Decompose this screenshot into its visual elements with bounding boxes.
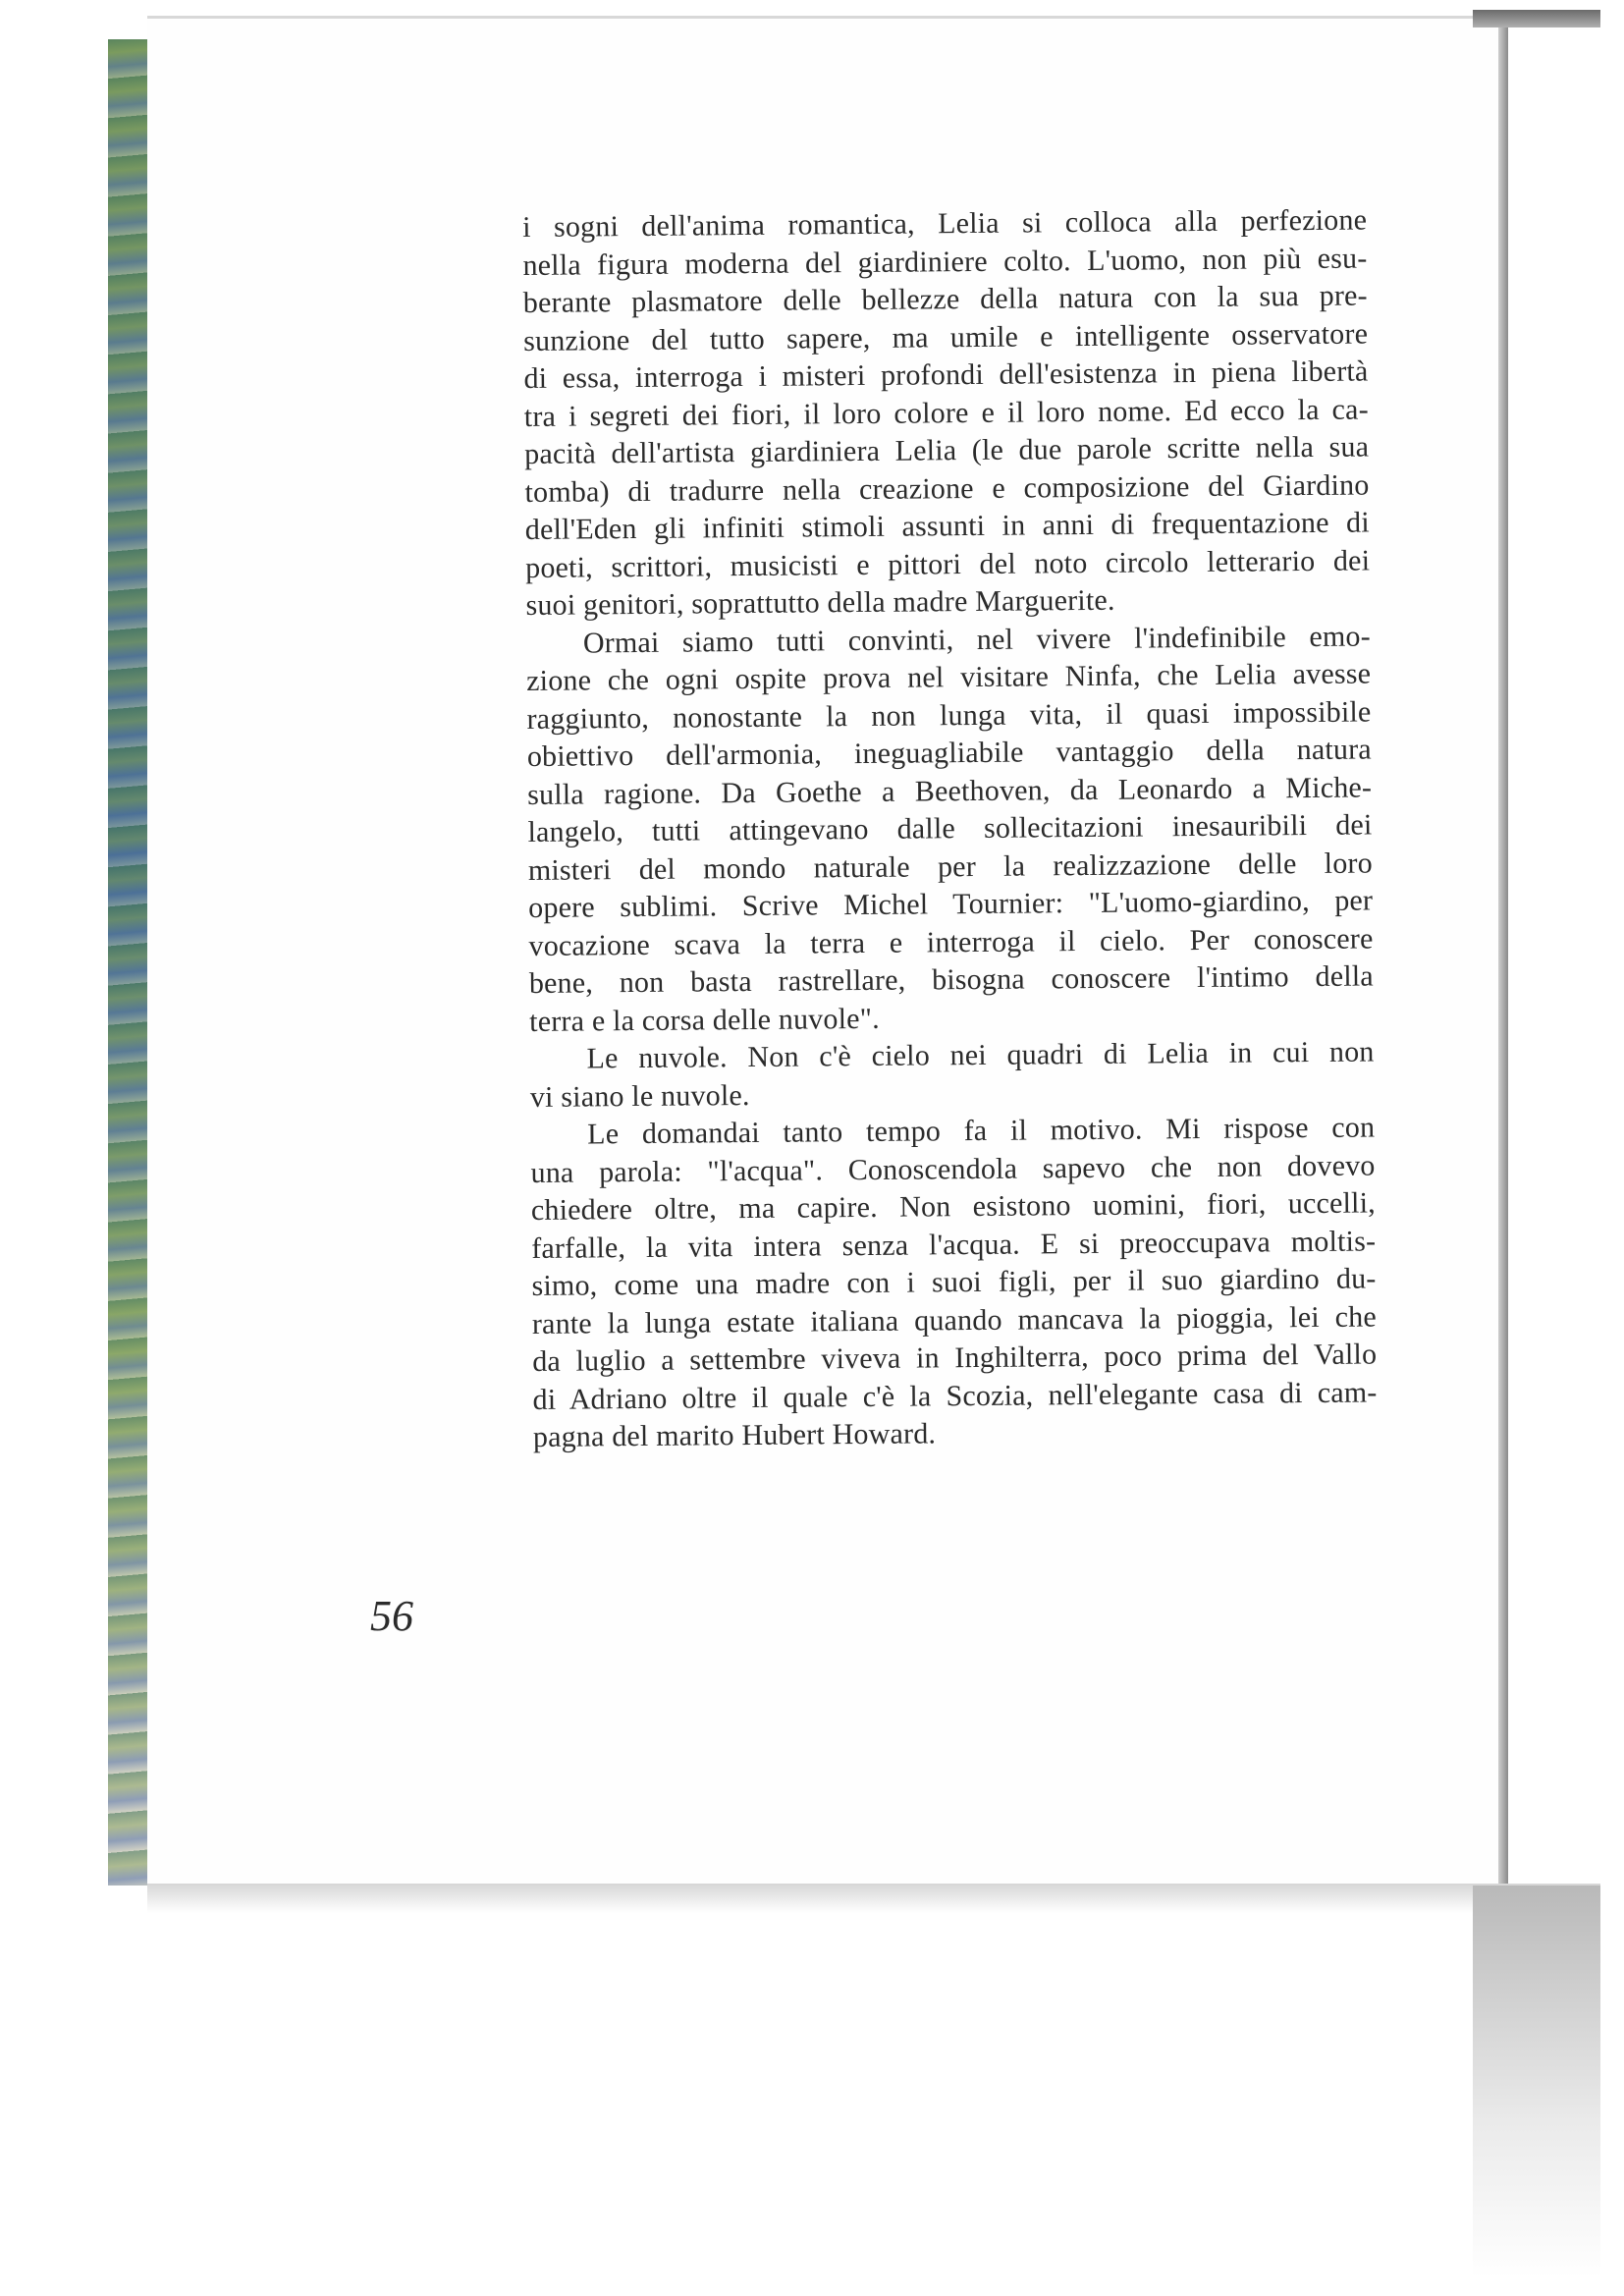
text-line: langelo, tutti attingevano dalle sollecitazioni inesauribili dei	[527, 808, 1373, 848]
text-line: obiettivo dell'armonia, ineguagliabile vantaggio della natura	[526, 733, 1372, 773]
text-line: rante la lunga estate italiana quando mancava la pioggia, lei che	[531, 1299, 1378, 1340]
text-line: tra i segreti dei fiori, il loro colore e il loro nome. Ed ecco la ca-	[523, 392, 1369, 433]
text-line: vocazione scava la terra e interroga il cielo. Per conoscere	[528, 921, 1374, 962]
text-line: Le domandai tanto tempo fa il motivo. Mi rispose con	[587, 1111, 1376, 1151]
page-bottom-shadow	[147, 1884, 1600, 1913]
text-line: da luglio a settembre viveva in Inghilterra, poco prima del Vallo	[532, 1338, 1378, 1378]
text-line: chiedere oltre, ma capire. Non esistono uomini, fiori, uccelli,	[530, 1186, 1377, 1227]
text-line: berante plasmatore delle bellezze della natura con la sua pre-	[522, 279, 1368, 319]
body-text	[522, 201, 1387, 1456]
text-line: di Adriano oltre il quale c'è la Scozia, nell'elegante casa di cam-	[532, 1375, 1378, 1416]
text-line: simo, come una madre con i suoi figli, per il suo giardino du-	[531, 1262, 1377, 1302]
text-line: nella figura moderna del giardiniere colto. L'uomo, non più esu-	[522, 241, 1368, 282]
scanner-edge-top	[1473, 10, 1600, 27]
page-edge-shadow	[1498, 16, 1508, 1886]
page-number: 56	[370, 1592, 413, 1640]
text-line: bene, non basta rastrellare, bisogna conoscere l'intimo della	[528, 959, 1374, 1000]
text-line: farfalle, la vita intera senza l'acqua. E si preoccupava moltis-	[531, 1224, 1377, 1265]
text-line: sulla ragione. Da Goethe a Beethoven, da Leonardo a Miche-	[527, 770, 1373, 811]
text-line: i sogni dell'anima romantica, Lelia si colloca alla perfezione	[522, 203, 1368, 244]
text-line: dell'Eden gli infiniti stimoli assunti in anni di frequentazione di	[524, 506, 1370, 546]
scanner-edge-bottom	[1473, 1886, 1600, 2278]
text-line: terra e la corsa delle nuvole".	[529, 1002, 880, 1038]
adjacent-page-artwork	[108, 39, 147, 1886]
text-line: pacità dell'artista giardiniera Lelia (le due parole scritte nella sua	[524, 430, 1370, 470]
text-line: zione che ogni ospite prova nel visitare Ninfa, che Lelia avesse	[526, 657, 1372, 697]
text-line: Ormai siamo tutti convinti, nel vivere l'indefinibile emo-	[582, 619, 1371, 659]
text-line: tomba) di tradurre nella creazione e composizione del Giardino	[524, 467, 1370, 509]
text-line: di essa, interroga i misteri profondi dell'esistenza in piena libertà	[523, 355, 1369, 395]
text-line: sunzione del tutto sapere, ma umile e intelligente osservatore	[523, 316, 1369, 357]
text-line: misteri del mondo naturale per la realizzazione delle loro	[527, 846, 1373, 887]
text-line: opere sublimi. Scrive Michel Tournier: "L'uomo-giardino, per	[528, 884, 1374, 924]
text-line: pagna del marito Hubert Howard.	[532, 1417, 937, 1453]
text-line: poeti, scrittori, musicisti e pittori del noto circolo letterario dei	[525, 543, 1371, 584]
text-line: suoi genitori, soprattutto della madre Marguerite.	[525, 583, 1115, 622]
text-line: raggiunto, nonostante la non lunga vita, il quasi impossibile	[526, 694, 1372, 736]
text-line: Le nuvole. Non c'è cielo nei quadri di Lelia in cui non	[586, 1035, 1375, 1075]
text-line: vi siano le nuvole.	[529, 1078, 750, 1114]
text-line: una parola: "l'acqua". Conoscendola sapevo che non dovevo	[530, 1148, 1376, 1189]
